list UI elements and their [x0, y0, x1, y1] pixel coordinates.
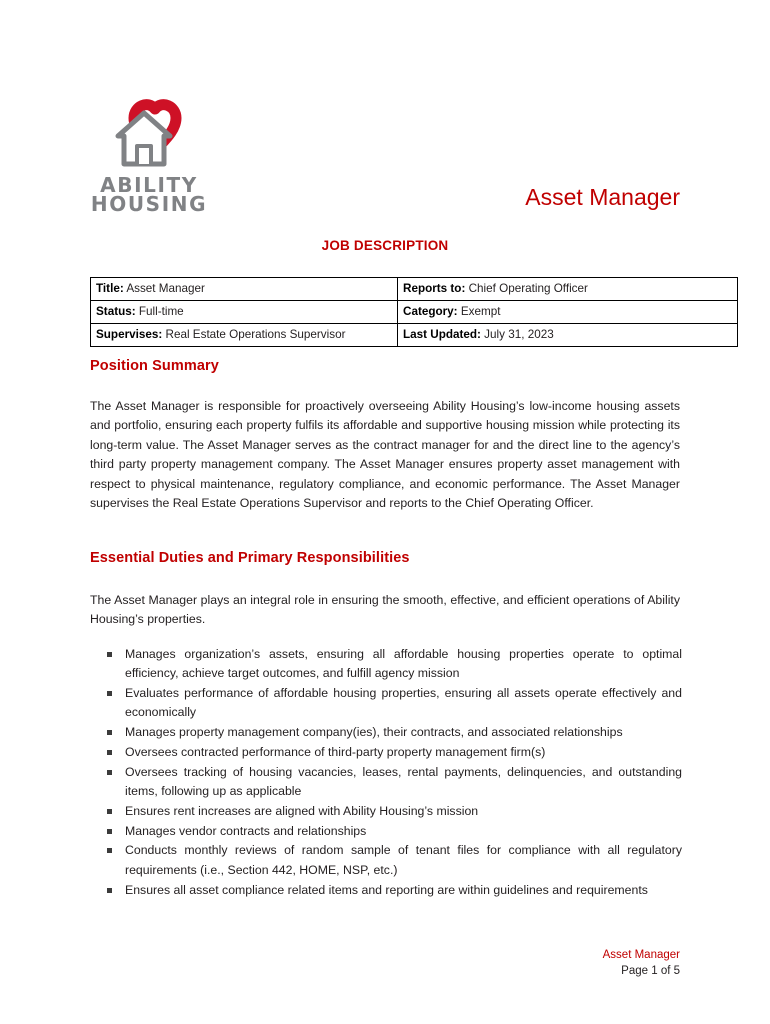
square-bullet-icon [107, 750, 112, 755]
list-item [106, 881, 682, 900]
document-header [90, 96, 737, 226]
list-item [106, 723, 682, 742]
position-summary-paragraph: The Asset Manager is responsible for proactively overseeing Ability Housing’s low-income housing assets and portfolio, ensuring each property fulfils its affordable and supportive housing mission while protecting its long-term value. The Asset Manager serves as the contract manager for and the direct line to the agency’s third party property management company. The Asset Manager ensures property asset management with respect to physical maintenance, regulatory compliance, and economic performance. The Asset Manager supervises the Real Estate Operations Supervisor and reports to the Chief Operating Officer. [90, 399, 680, 511]
list-item-text: Manages vendor contracts and relationships [125, 823, 367, 838]
table-cell-title [91, 278, 398, 301]
list-item [106, 743, 682, 762]
footer-page-number: Page 1 of 5 [621, 965, 680, 977]
ability-housing-logo [90, 96, 220, 214]
list-item-text: Manages property management company(ies), their contracts, and associated relationships [125, 725, 623, 740]
cell-value: Chief Operating Officer [468, 282, 588, 295]
cell-value: July 31, 2023 [484, 328, 554, 341]
list-item-text: Oversees tracking of housing vacancies, leases, rental payments, delinquencies, and outstanding items, following up as applicable [125, 764, 682, 799]
section-heading-position-summary: Position Summary [90, 358, 219, 374]
list-item [106, 684, 682, 723]
list-item [106, 802, 682, 821]
section-heading-essential-duties: Essential Duties and Primary Responsibilities [90, 550, 410, 566]
page-title: Asset Manager [525, 184, 680, 210]
square-bullet-icon [107, 809, 112, 814]
cell-label: Reports to: [403, 282, 466, 295]
house-heart-logo-icon [104, 96, 204, 174]
cell-label: Title: [96, 282, 124, 295]
page-footer [603, 947, 680, 979]
table-cell-category [398, 301, 738, 324]
cell-value: Real Estate Operations Supervisor [165, 328, 346, 341]
table-row [91, 278, 738, 301]
square-bullet-icon [107, 888, 112, 893]
footer-title: Asset Manager [602, 949, 680, 961]
list-item-text: Ensures rent increases are aligned with Ability Housing’s mission [125, 803, 479, 818]
table-row [91, 324, 738, 347]
square-bullet-icon [107, 770, 112, 775]
logo-wordmark [90, 173, 208, 216]
table-cell-last-updated [398, 324, 738, 347]
document-subtitle: JOB DESCRIPTION [321, 238, 449, 253]
list-item [106, 822, 682, 841]
cell-label: Last Updated: [403, 328, 481, 341]
list-item-text: Conducts monthly reviews of random sample of tenant files for compliance with all regulatory requirements (i.e., Section 442, HOME, NSP, etc.) [125, 843, 682, 877]
list-item-text: Oversees contracted performance of third-party property management firm(s) [125, 744, 546, 759]
list-item [106, 645, 682, 684]
table-cell-status [91, 301, 398, 324]
cell-label: Category: [403, 305, 458, 318]
square-bullet-icon [107, 691, 112, 696]
logo-word-housing: HOUSING [90, 192, 208, 216]
list-item [106, 841, 682, 880]
essential-duties-intro-paragraph: The Asset Manager plays an integral role in ensuring the smooth, effective, and efficient operations of Ability Housing’s properties. [90, 593, 680, 627]
square-bullet-icon [107, 848, 112, 853]
list-item-text: Manages organization’s assets, ensuring all affordable housing properties operate to optimal efficiency, achieve target outcomes, and fulfill agency mission [125, 647, 682, 681]
square-bullet-icon [107, 829, 112, 834]
square-bullet-icon [107, 730, 112, 735]
job-info-table [90, 277, 738, 347]
list-item [106, 763, 682, 802]
table-cell-reports-to [398, 278, 738, 301]
list-item-text: Ensures all asset compliance related items and reporting are within guidelines and requirements [125, 882, 648, 897]
square-bullet-icon [107, 652, 112, 657]
cell-value: Exempt [460, 305, 501, 318]
essential-duties-list [106, 645, 682, 900]
cell-label: Supervises: [96, 328, 163, 341]
cell-value: Asset Manager [126, 282, 205, 295]
table-row [91, 301, 738, 324]
cell-value: Full-time [138, 305, 184, 318]
cell-label: Status: [96, 305, 136, 318]
list-item-text: Evaluates performance of affordable housing properties, ensuring all assets operate effectively and economically [125, 686, 682, 720]
logo-word-ability: ABILITY [100, 173, 198, 197]
table-cell-supervises [91, 324, 398, 347]
